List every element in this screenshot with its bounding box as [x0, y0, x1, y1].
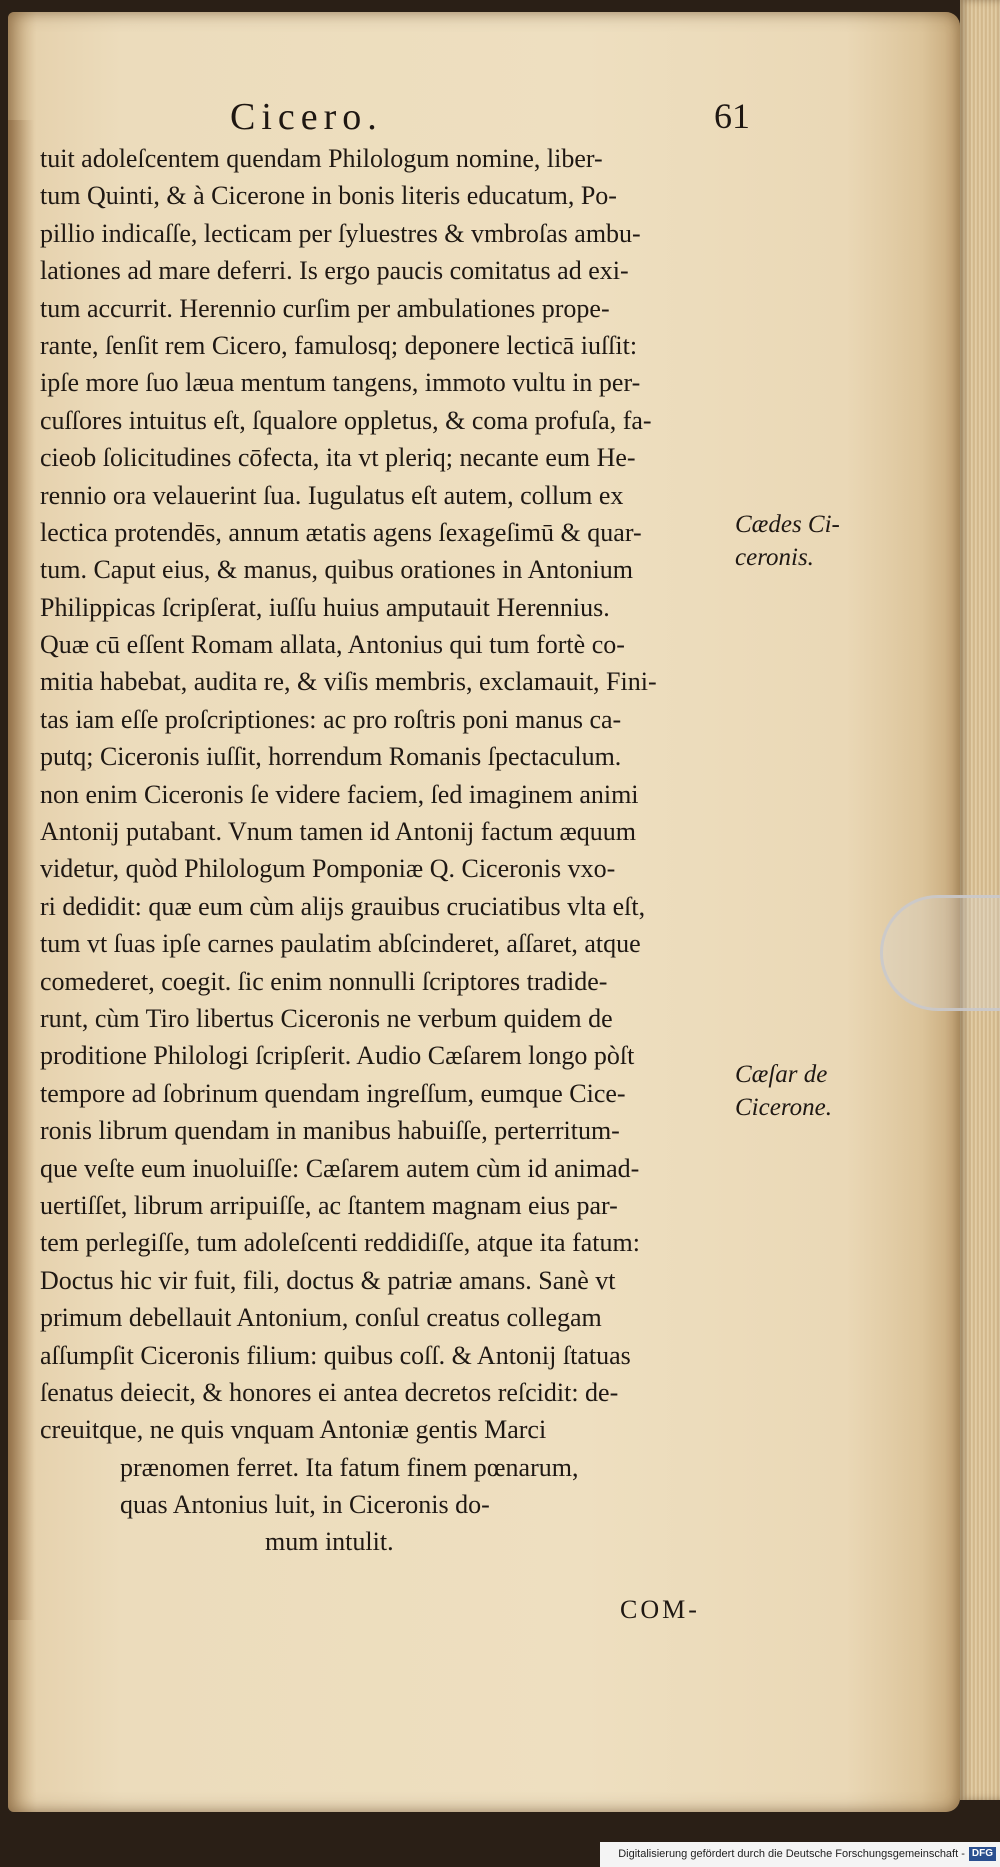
page-clip	[880, 895, 1000, 1011]
text-line: tum. Caput eius, & manus, quibus orationes in Antonium	[40, 555, 633, 585]
text-line: tum accurrit. Herennio curſim per ambulationes prope-	[40, 293, 610, 323]
page-number: 61	[714, 96, 750, 136]
text-line: que veſte eum inuoluiſſe: Cæſarem autem cùm id animad-	[40, 1153, 640, 1183]
text-line: tum vt ſuas ipſe carnes paulatim abſcinderet, aſſaret, atque	[40, 929, 641, 959]
text-line: putq; Ciceronis iuſſit, horrendum Romanis ſpectaculum.	[40, 742, 622, 772]
text-line: tempore ad ſobrinum quendam ingreſſum, eumque Cice-	[40, 1078, 626, 1108]
margin-note-line: ceronis.	[735, 544, 814, 571]
text-line: rennio ora velauerint ſua. Iugulatus eſt autem, collum ex	[40, 480, 624, 510]
text-line: primum debellauit Antonium, conſul creatus collegam	[40, 1303, 602, 1333]
text-line: ſenatus deiecit, & honores ei antea decretos reſcidit: de-	[40, 1377, 619, 1407]
text-line: Philippicas ſcripſerat, iuſſu huius amputauit Herennius.	[40, 592, 610, 622]
margin-note-line: Cæſar de	[735, 1061, 828, 1088]
text-line: cuſſores intuitus eſt, ſqualore oppletus, & coma profuſa, fa-	[40, 405, 652, 435]
text-line: pillio indicaſſe, lecticam per ſyluestres & vmbroſas ambu-	[40, 218, 641, 248]
text-line: cieob ſolicitudines cōfecta, ita vt pleriq; necante eum He-	[40, 443, 636, 473]
text-line: Quæ cū eſſent Romam allata, Antonius qui tum fortè co-	[40, 630, 625, 660]
text-line: rante, ſenſit rem Cicero, famulosq; deponere lecticā iuſſit:	[40, 330, 638, 360]
body-text	[40, 140, 740, 1628]
closing-line: mum intulit.	[265, 1527, 394, 1557]
gutter-shadow	[8, 120, 34, 1620]
margin-note-caedes	[735, 508, 865, 574]
text-line: ronis librum quendam in manibus habuiſſe, perterritum-	[40, 1116, 620, 1146]
text-line: tem perlegiſſe, tum adoleſcenti reddidiſſe, atque ita fatum:	[40, 1228, 640, 1258]
text-line: aſſumpſit Ciceronis filium: quibus coſſ. & Antonij ſtatuas	[40, 1340, 631, 1370]
text-line: creuitque, ne quis vnquam Antoniæ gentis Marci	[40, 1415, 547, 1445]
text-line: ipſe more ſuo læua mentum tangens, immoto vultu in per-	[40, 368, 641, 398]
text-line: non enim Ciceronis ſe videre faciem, ſed imaginem animi	[40, 779, 639, 809]
text-line: tuit adoleſcentem quendam Philologum nomine, liber-	[40, 144, 603, 173]
text-line: lectica protendēs, annum ætatis agens ſexageſimū & quar-	[40, 517, 642, 547]
text-line: comederet, coegit. ſic enim nonnulli ſcriptores tradide-	[40, 966, 608, 996]
text-line: Doctus hic vir fuit, fili, doctus & patriæ amans. Sanè vt	[40, 1265, 616, 1295]
text-line: mitia habebat, audita re, & viſis membris, exclamauit, Fini-	[40, 667, 657, 697]
margin-note-line: Cædes Ci-	[735, 511, 840, 538]
running-head-title: Cicero.	[230, 96, 383, 138]
text-line: tas iam eſſe proſcriptiones: ac pro roſtris poni manus ca-	[40, 704, 622, 734]
margin-note-line: Cicerone.	[735, 1094, 832, 1121]
text-line: tum Quinti, & à Cicerone in bonis literis educatum, Po-	[40, 181, 617, 211]
text-line: lationes ad mare deferri. Is ergo paucis comitatus ad exi-	[40, 256, 629, 286]
running-head	[230, 95, 750, 145]
digitization-footer	[600, 1842, 1000, 1867]
text-line: uertiſſet, librum arripuiſſe, ac ſtantem magnam eius par-	[40, 1190, 618, 1220]
footer-credit: Digitalisierung gefördert durch die Deutsche Forschungsgemeinschaft -	[618, 1848, 965, 1860]
closing-line: quas Antonius luit, in Ciceronis do-	[120, 1490, 490, 1520]
text-line: proditione Philologi ſcripſerit. Audio Cæſarem longo pòſt	[40, 1041, 635, 1071]
closing-line: prænomen ferret. Ita fatum finem pœnarum,	[120, 1452, 579, 1482]
text-line: ri dedidit: quæ eum cùm alijs grauibus cruciatibus vlta eſt,	[40, 891, 646, 921]
dfg-logo: DFG	[969, 1847, 996, 1861]
catchword: COM-	[620, 1594, 700, 1624]
text-line: runt, cùm Tiro libertus Ciceronis ne verbum quidem de	[40, 1003, 613, 1033]
text-line: videtur, quòd Philologum Pomponiæ Q. Ciceronis vxo-	[40, 854, 616, 884]
text-line: Antonij putabant. Vnum tamen id Antonij factum æquum	[40, 817, 637, 847]
margin-note-caesar	[735, 1058, 865, 1124]
